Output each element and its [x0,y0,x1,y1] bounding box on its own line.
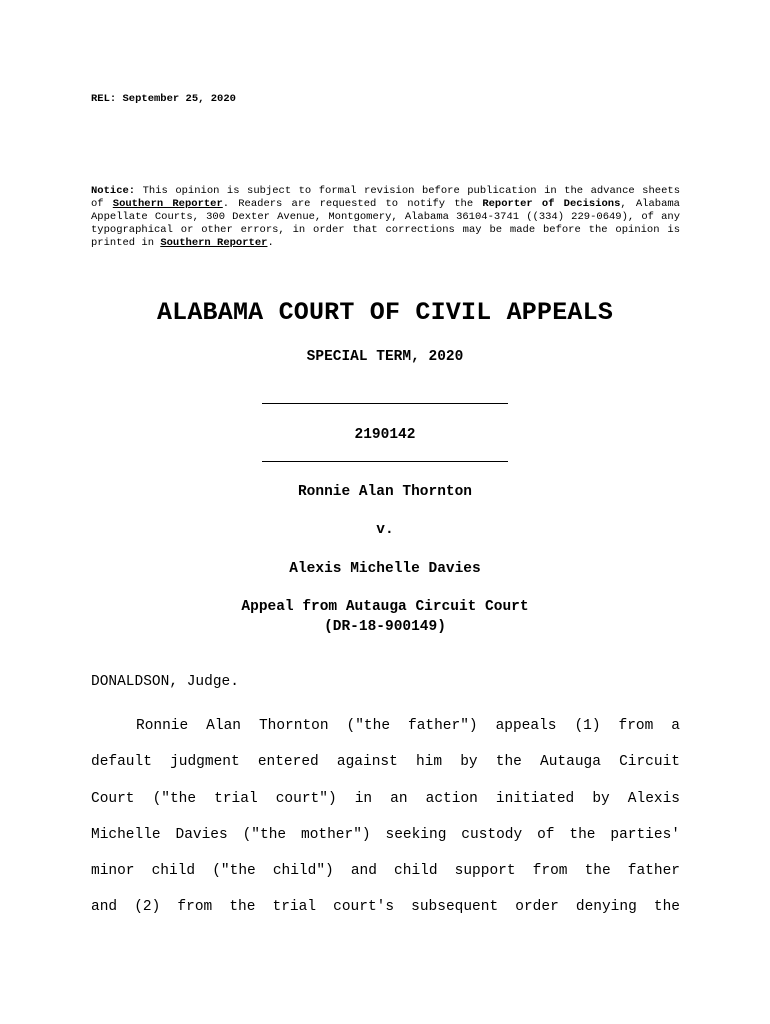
authoring-judge: DONALDSON, Judge. [91,674,239,690]
southern-reporter-ref-2: Southern Reporter [160,236,268,249]
southern-reporter-ref-1: Southern Reporter [112,197,223,210]
rule-bottom [262,461,508,462]
term: SPECIAL TERM, 2020 [306,349,464,365]
notice-text-3: , Alabama Appellate Courts, 300 Dexter Avenue, Montgomery, Alabama 36104-3741 ((334) 229-0649), of any typographical or other errors, in order that corrections may be made before the opinion is printed in [91,197,680,249]
notice-label: Notice: [91,185,136,197]
docket-number: (DR-18-900149) [324,619,446,635]
case-number: 2190142 [354,427,416,443]
release-date: REL: September 25, 2020 [91,93,236,105]
body-line: minor child ("the child") and child support from the father [91,863,680,880]
body-line: Court ("the trial court") in an action initiated by Alexis [91,790,680,807]
opinion-body [91,708,680,926]
body-line: and (2) from the trial court's subsequent order denying the [91,899,680,916]
appeal-from: Appeal from Autauga Circuit Court [241,599,529,615]
court-name: ALABAMA COURT OF CIVIL APPEALS [156,298,614,327]
notice-text-4: . [267,236,274,249]
rule-top [262,403,508,404]
notice-text-1: This opinion is subject to formal revision before publication in the advance sheets of [91,185,680,210]
appellant-name: Ronnie Alan Thornton [297,484,473,500]
body-line: default judgment entered against him by the Autauga Circuit [91,754,680,771]
publication-notice [91,185,680,250]
versus: v. [376,522,394,538]
body-line: Michelle Davies ("the mother") seeking custody of the parties' [91,826,680,843]
notice-text-2: . Readers are requested to notify the [222,197,483,210]
body-line: Ronnie Alan Thornton ("the father") appeals (1) from a [136,718,680,734]
appellee-name: Alexis Michelle Davies [289,561,481,577]
reporter-of-decisions: Reporter of Decisions [482,197,621,210]
